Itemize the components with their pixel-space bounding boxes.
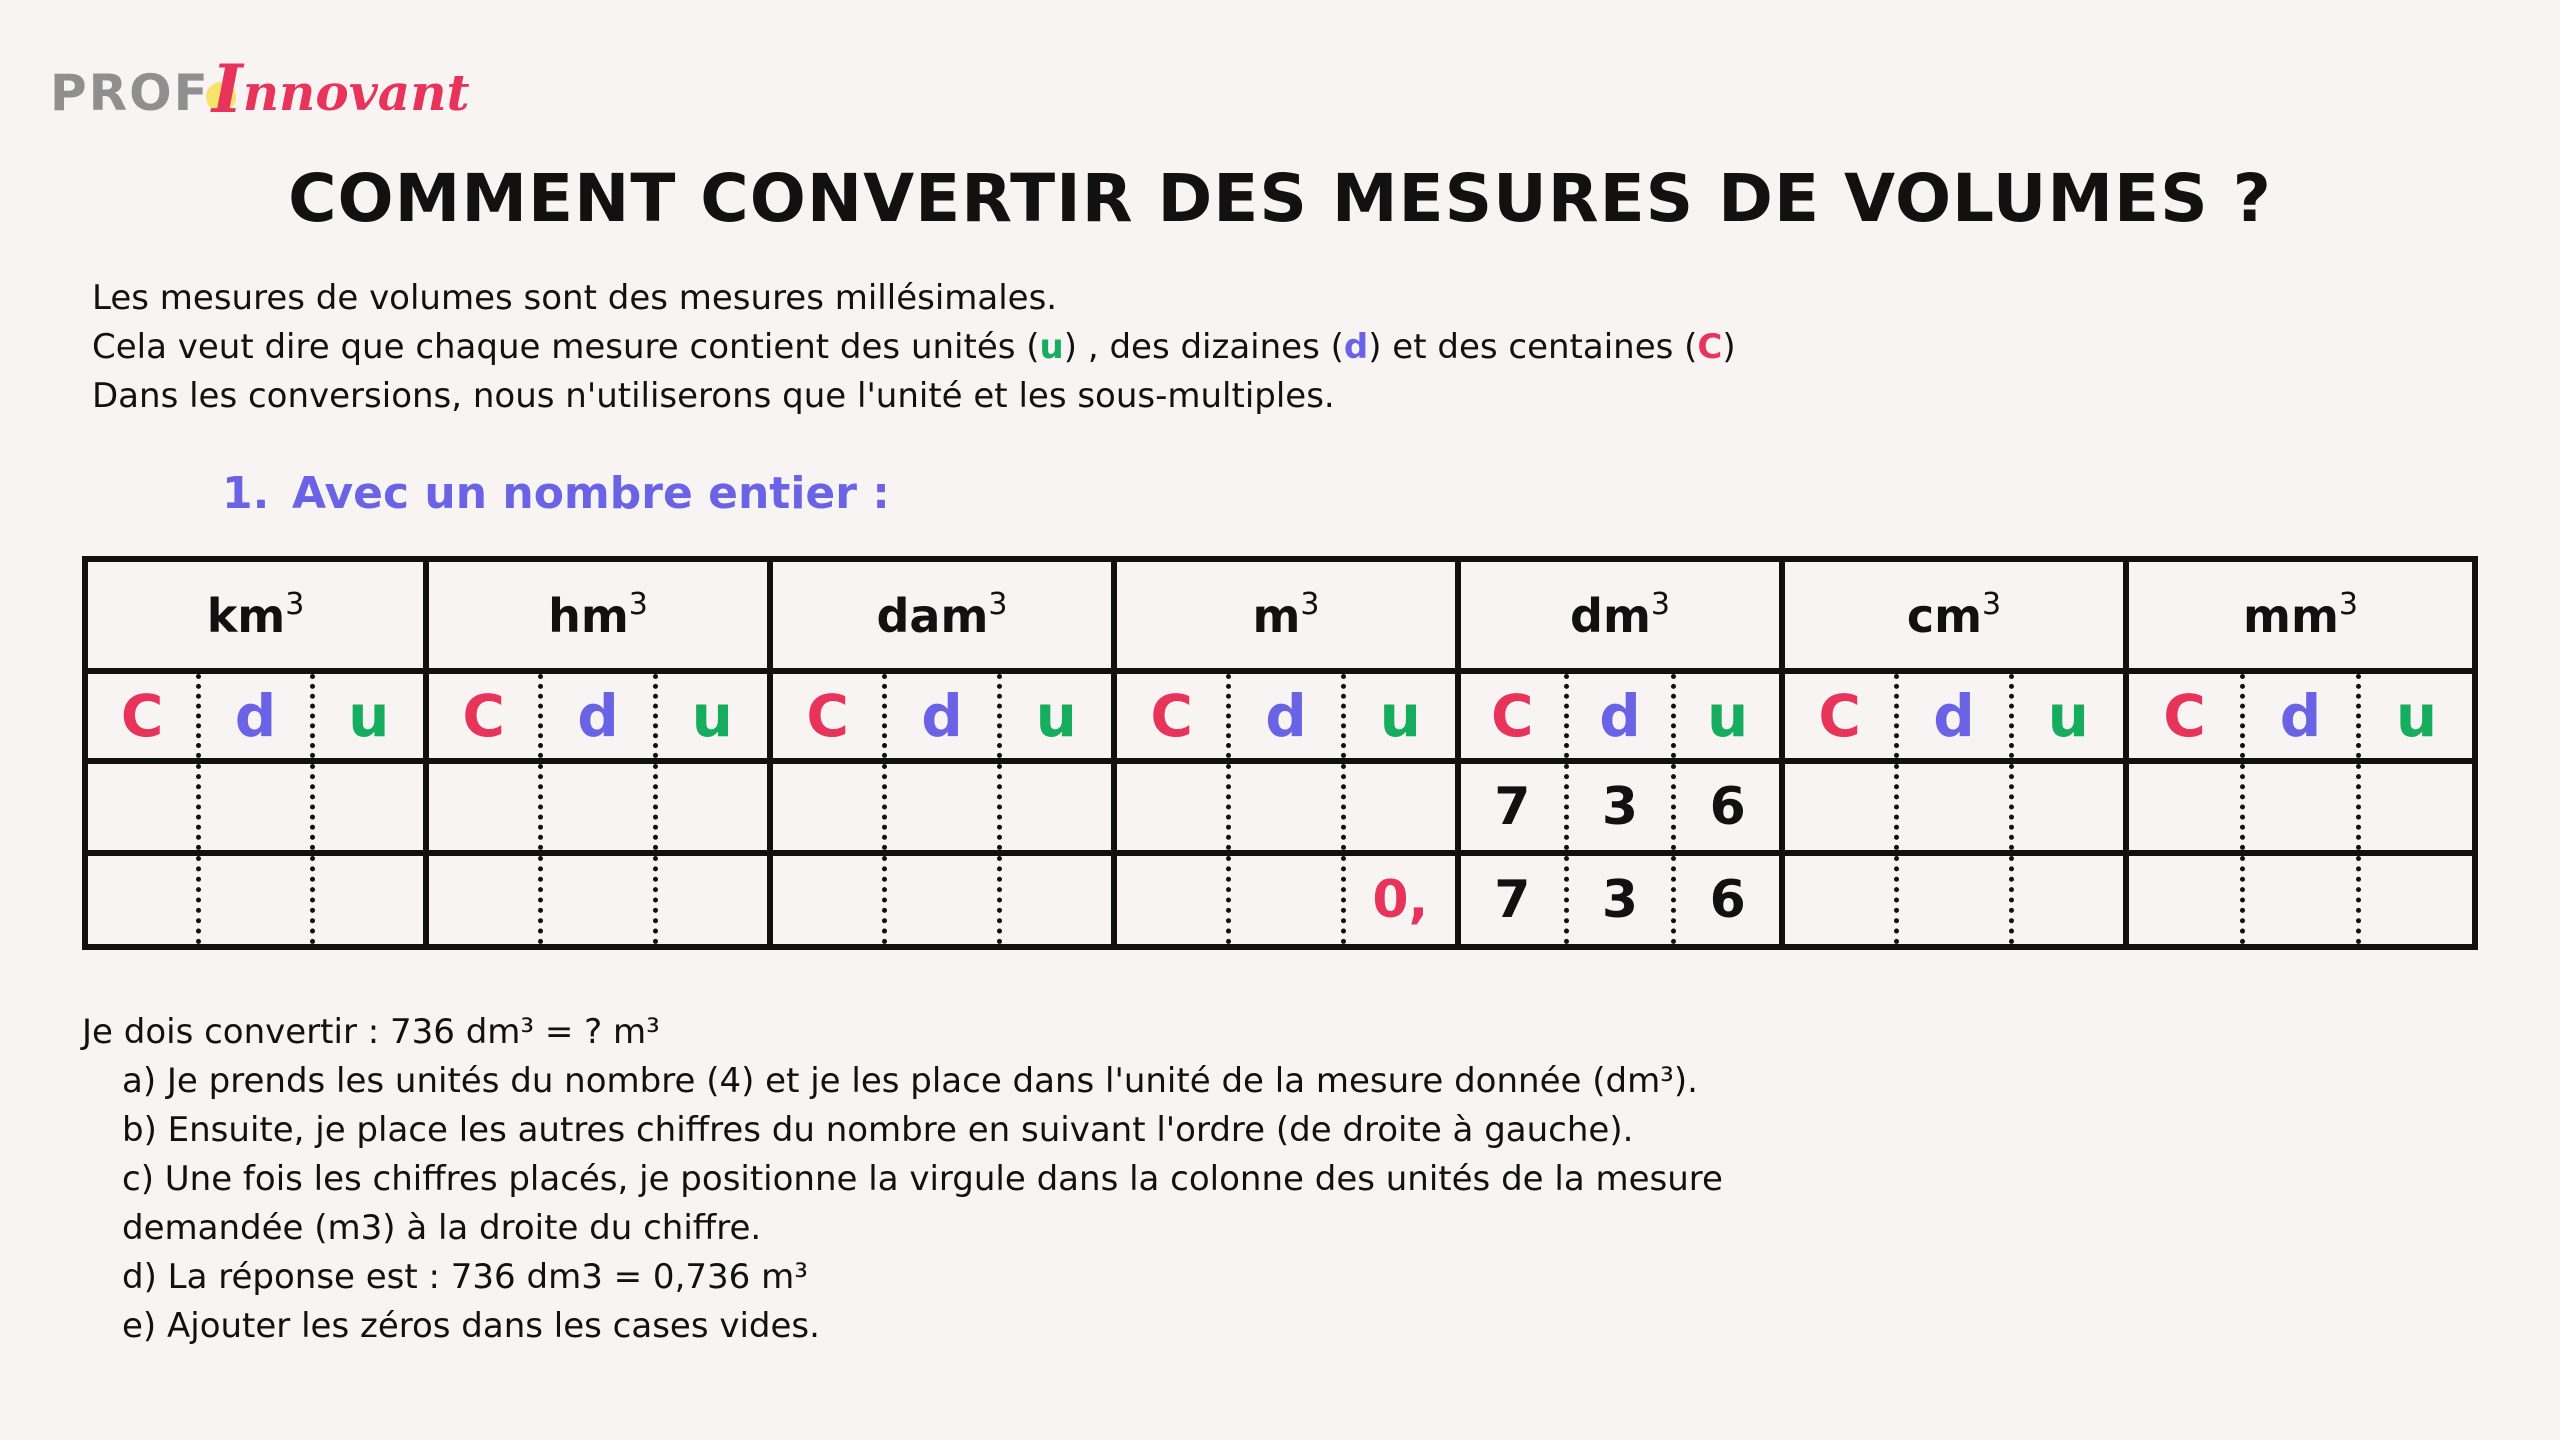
digit-cell — [1114, 761, 1458, 853]
intro-line-2-b: ) , des dizaines ( — [1063, 327, 1344, 367]
cdu-cell — [770, 671, 1114, 761]
logo-prof-text: PROF — [50, 64, 210, 122]
explanation-heading: Je dois convertir : 736 dm³ = ? m³ — [82, 1012, 660, 1052]
cdu-cell — [85, 671, 426, 761]
unit-header-hm3: $hm^3$ — [426, 559, 770, 671]
digit-cell-m3 — [1114, 853, 1458, 947]
digit-d: 3 — [1564, 856, 1672, 944]
section-heading — [222, 468, 890, 519]
step-b: b) Ensuite, je place les autres chiffres du nombre en suivant l'ordre (de droite à gauche). — [122, 1110, 1634, 1150]
digit-cell — [426, 761, 770, 853]
digit-slot — [1117, 856, 1226, 944]
unit-letter-c: C — [1697, 327, 1723, 367]
logo-i-letter: I — [211, 50, 243, 128]
logo-innovant-text: nnovant — [242, 63, 470, 122]
digit-slot — [2356, 856, 2472, 944]
unit-letter-d: d — [1343, 327, 1369, 367]
explanation-block — [82, 1008, 1723, 1351]
digit-cell — [426, 853, 770, 947]
intro-text — [92, 274, 1736, 421]
u-label: u — [1341, 674, 1455, 758]
cdu-label-row — [85, 671, 2475, 761]
u-label: u — [1671, 674, 1779, 758]
digit-slot — [997, 856, 1111, 944]
d-label: d — [2240, 674, 2356, 758]
step-d: d) La réponse est : 736 dm3 = 0,736 m³ — [122, 1257, 808, 1297]
intro-line-2-end: ) — [1722, 327, 1736, 367]
digit-slot — [88, 856, 196, 944]
digit-slot — [429, 764, 538, 850]
digit-slot — [538, 856, 652, 944]
digit-slot — [997, 764, 1111, 850]
digit-slot — [653, 856, 767, 944]
digit-row-1 — [85, 761, 2475, 853]
d-label: d — [1564, 674, 1672, 758]
digit-slot — [2240, 764, 2356, 850]
profinnovant-logo — [50, 42, 470, 128]
digit-slot — [773, 856, 882, 944]
unit-header-km3: $km^3$ — [85, 559, 426, 671]
digit-slot — [882, 764, 996, 850]
intro-line-1: Les mesures de volumes sont des mesures millésimales. — [92, 278, 1058, 318]
u-label: u — [2009, 674, 2123, 758]
digit-slot — [2009, 764, 2123, 850]
c-label: C — [1491, 682, 1534, 750]
digit-slot — [196, 764, 309, 850]
u-label: u — [653, 674, 767, 758]
digit-slot — [2009, 856, 2123, 944]
digit-cell — [2126, 853, 2475, 947]
section-label: Avec un nombre entier : — [292, 468, 890, 519]
unit-header-m3: $m^3$ — [1114, 559, 1458, 671]
digit-slot — [538, 764, 652, 850]
digit-u: 6 — [1671, 856, 1779, 944]
digit-slot — [2129, 764, 2240, 850]
digit-slot — [1785, 764, 1894, 850]
c-label: C — [1150, 682, 1193, 750]
c-label: C — [462, 682, 505, 750]
digit-slot — [310, 764, 423, 850]
unit-letter-u: u — [1039, 327, 1064, 367]
step-e: e) Ajouter les zéros dans les cases vides. — [122, 1306, 820, 1346]
digit-cell — [85, 853, 426, 947]
cdu-cell — [1114, 671, 1458, 761]
digit-slot — [1226, 856, 1340, 944]
page-title: COMMENT CONVERTIR DES MESURES DE VOLUMES ? — [288, 160, 2272, 237]
d-label: d — [1226, 674, 1340, 758]
c-label: C — [1818, 682, 1861, 750]
c-label: C — [2163, 682, 2206, 750]
digit-slot — [88, 764, 196, 850]
digit-slot — [1785, 856, 1894, 944]
intro-line-2 — [92, 323, 1736, 372]
unit-header-cm3: $cm^3$ — [1782, 559, 2126, 671]
cdu-cell — [2126, 671, 2475, 761]
intro-line-3: Dans les conversions, nous n'utiliserons que l'unité et les sous-multiples. — [92, 376, 1335, 416]
intro-line-2-c: ) et des centaines ( — [1368, 327, 1698, 367]
d-label: d — [196, 674, 309, 758]
digit-slot — [653, 764, 767, 850]
digit-cell — [85, 761, 426, 853]
digit-cell — [1782, 761, 2126, 853]
digit-c: 7 — [1494, 870, 1531, 930]
digit-cell — [770, 853, 1114, 947]
u-label: u — [997, 674, 1111, 758]
digit-slot — [1894, 764, 2008, 850]
digit-c: 7 — [1494, 777, 1531, 837]
digit-slot — [1341, 764, 1455, 850]
step-c-line-1: c) Une fois les chiffres placés, je positionne la virgule dans la colonne des unités de la mesure — [122, 1159, 1723, 1199]
step-c-line-2: demandée (m3) à la droite du chiffre. — [122, 1208, 762, 1248]
digit-slot — [310, 856, 423, 944]
digit-row-2 — [85, 853, 2475, 947]
digit-cell — [2126, 761, 2475, 853]
cdu-cell — [426, 671, 770, 761]
u-label: u — [310, 674, 423, 758]
digit-slot — [1117, 764, 1226, 850]
digit-slot — [882, 856, 996, 944]
digit-cell-dm3 — [1458, 853, 1782, 947]
digit-slot — [429, 856, 538, 944]
d-label: d — [538, 674, 652, 758]
conversion-table — [82, 556, 2478, 950]
d-label: d — [882, 674, 996, 758]
digit-cell-dm3 — [1458, 761, 1782, 853]
digit-slot — [196, 856, 309, 944]
digit-slot — [2240, 856, 2356, 944]
section-number: 1. — [222, 468, 270, 519]
zero-comma: 0, — [1341, 856, 1455, 944]
digit-cell — [1782, 853, 2126, 947]
unit-header-mm3: $mm^3$ — [2126, 559, 2475, 671]
cdu-cell — [1782, 671, 2126, 761]
c-label: C — [806, 682, 849, 750]
digit-slot — [2129, 856, 2240, 944]
digit-slot — [2356, 764, 2472, 850]
step-a: a) Je prends les unités du nombre (4) et je les place dans l'unité de la mesure donnée (dm³). — [122, 1061, 1698, 1101]
unit-header-dam3: dam$^3$ — [770, 559, 1114, 671]
digit-u: 6 — [1671, 764, 1779, 850]
unit-header-row — [85, 559, 2475, 671]
intro-line-2-a: Cela veut dire que chaque mesure contient des unités ( — [92, 327, 1040, 367]
unit-header-dm3: $dm^3$ — [1458, 559, 1782, 671]
digit-d: 3 — [1564, 764, 1672, 850]
digit-slot — [773, 764, 882, 850]
digit-slot — [1226, 764, 1340, 850]
cdu-cell — [1458, 671, 1782, 761]
d-label: d — [1894, 674, 2008, 758]
digit-slot — [1894, 856, 2008, 944]
digit-cell — [770, 761, 1114, 853]
u-label: u — [2356, 674, 2472, 758]
c-label: C — [120, 682, 164, 750]
